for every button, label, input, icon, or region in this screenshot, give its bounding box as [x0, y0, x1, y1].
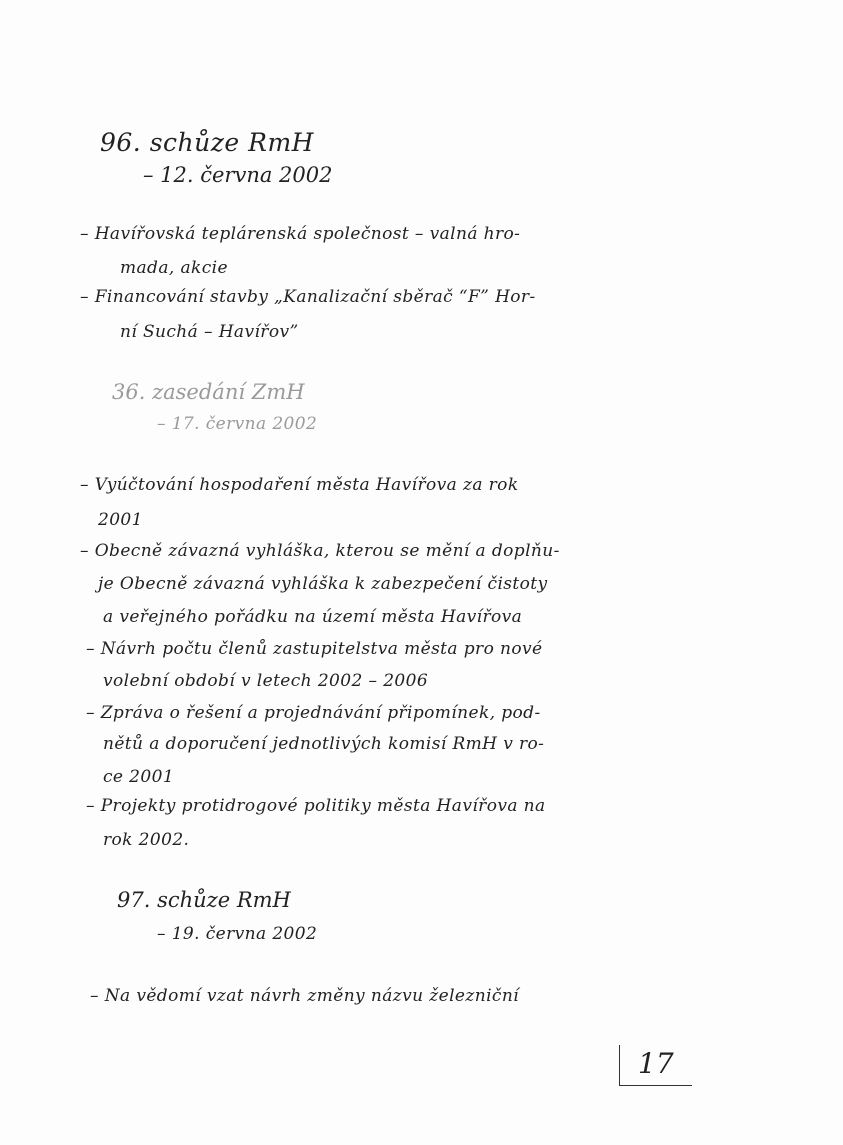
agenda-line: ce 2001 — [103, 767, 175, 787]
agenda-line: – Financování stavby „Kanalizační sběrač “F” Hor- — [80, 287, 536, 307]
agenda-line: rok 2002. — [103, 830, 190, 850]
agenda-line: nětů a doporučení jednotlivých komisí RmH v ro- — [103, 734, 545, 754]
page-number-box — [619, 1045, 692, 1086]
section-title: 36. zasedání ZmH — [112, 380, 305, 404]
section-title: 97. schůze RmH — [117, 888, 291, 912]
agenda-line: – Na vědomí vzat návrh změny názvu železniční — [90, 986, 520, 1006]
agenda-line: je Obecně závazná vyhláška k zabezpečení čistoty — [98, 574, 548, 594]
section-title: 96. schůze RmH — [100, 128, 314, 157]
agenda-line: – Havířovská teplárenská společnost – valná hro- — [80, 224, 521, 244]
agenda-line: – Návrh počtu členů zastupitelstva města pro nové — [86, 639, 543, 659]
agenda-line: volební období v letech 2002 – 2006 — [103, 671, 429, 691]
page-number: 17 — [638, 1047, 674, 1080]
agenda-line: mada, akcie — [120, 258, 228, 278]
section-date: – 12. června 2002 — [143, 163, 333, 187]
agenda-line: a veřejného pořádku na území města Havířova — [103, 607, 523, 627]
agenda-line: 2001 — [98, 510, 143, 530]
section-date: – 17. června 2002 — [157, 414, 318, 434]
agenda-line: ní Suchá – Havířov” — [120, 322, 299, 342]
agenda-line: – Zpráva o řešení a projednávání připomínek, pod- — [86, 703, 541, 723]
agenda-line: – Projekty protidrogové politiky města Havířova na — [86, 796, 546, 816]
agenda-line: – Obecně závazná vyhláška, kterou se mění a doplňu- — [80, 541, 560, 561]
agenda-line: – Vyúčtování hospodaření města Havířova za rok — [80, 475, 519, 495]
section-date: – 19. června 2002 — [157, 924, 318, 944]
